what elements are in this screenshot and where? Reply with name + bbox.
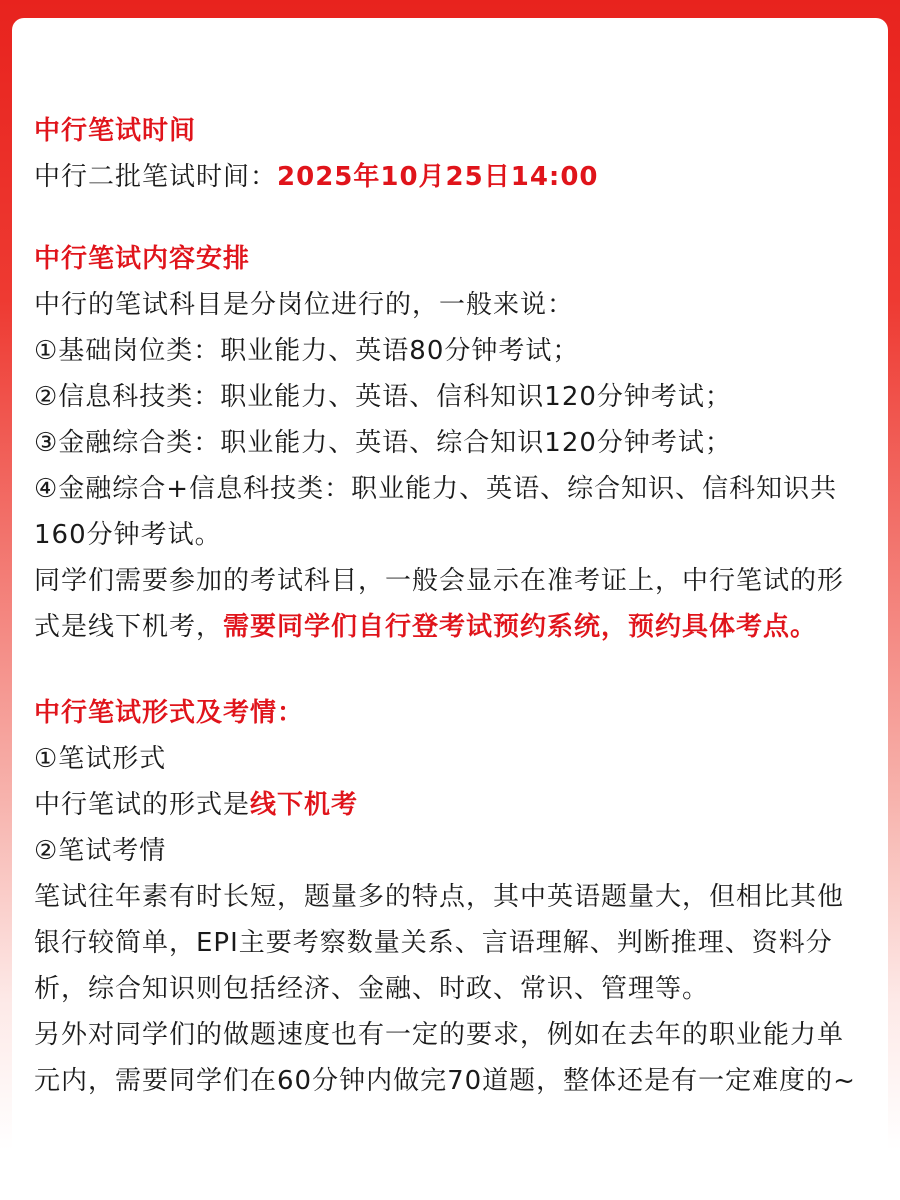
section-heading-exam-format: 中行笔试形式及考情： <box>34 698 305 728</box>
exam-subject-item: ②信息科技类：职业能力、英语、信科知识120分钟考试； <box>34 382 732 412</box>
exam-subject-item: ①基础岗位类：职业能力、英语80分钟考试； <box>34 336 580 366</box>
exam-format-subheading: ①笔试形式 <box>34 744 167 774</box>
spacer <box>34 200 888 236</box>
exam-situation-line: 析，综合知识则包括经济、金融、时政、常识、管理等。 <box>34 974 710 1004</box>
exam-time-label: 中行二批笔试时间： <box>34 162 278 192</box>
spacer <box>34 650 888 690</box>
section-heading-exam-time: 中行笔试时间 <box>34 116 197 146</box>
exam-time-line <box>34 154 888 200</box>
exam-format-line <box>34 782 888 828</box>
exam-note-prefix: 式是线下机考， <box>34 612 224 642</box>
exam-situation-subheading: ②笔试考情 <box>34 836 167 866</box>
exam-situation-line: 笔试往年素有时长短，题量多的特点，其中英语题量大，但相比其他 <box>34 882 845 912</box>
section-heading-exam-content: 中行笔试内容安排 <box>34 244 251 274</box>
exam-situation-line: 银行较简单，EPI主要考察数量关系、言语理解、判断推理、资料分 <box>34 928 833 958</box>
exam-content-intro: 中行的笔试科目是分岗位进行的，一般来说： <box>34 290 575 320</box>
exam-time-value: 2025年10月25日14:00 <box>277 162 599 192</box>
content-card <box>12 18 888 1188</box>
exam-situation-line: 元内，需要同学们在60分钟内做完70道题，整体还是有一定难度的~ <box>34 1066 856 1096</box>
exam-format-prefix: 中行笔试的形式是 <box>34 790 251 820</box>
exam-subject-item: 160分钟考试。 <box>34 520 222 550</box>
exam-note-highlight: 需要同学们自行登考试预约系统，预约具体考点。 <box>223 612 818 642</box>
exam-subject-item: ④金融综合+信息科技类：职业能力、英语、综合知识、信科知识共 <box>34 474 838 504</box>
exam-note-line: 同学们需要参加的考试科目，一般会显示在准考证上，中行笔试的形 <box>34 566 845 596</box>
exam-format-highlight: 线下机考 <box>250 790 359 820</box>
exam-subject-item: ③金融综合类：职业能力、英语、综合知识120分钟考试； <box>34 428 732 458</box>
exam-note-line <box>34 604 888 650</box>
exam-situation-line: 另外对同学们的做题速度也有一定的要求，例如在去年的职业能力单 <box>34 1020 845 1050</box>
